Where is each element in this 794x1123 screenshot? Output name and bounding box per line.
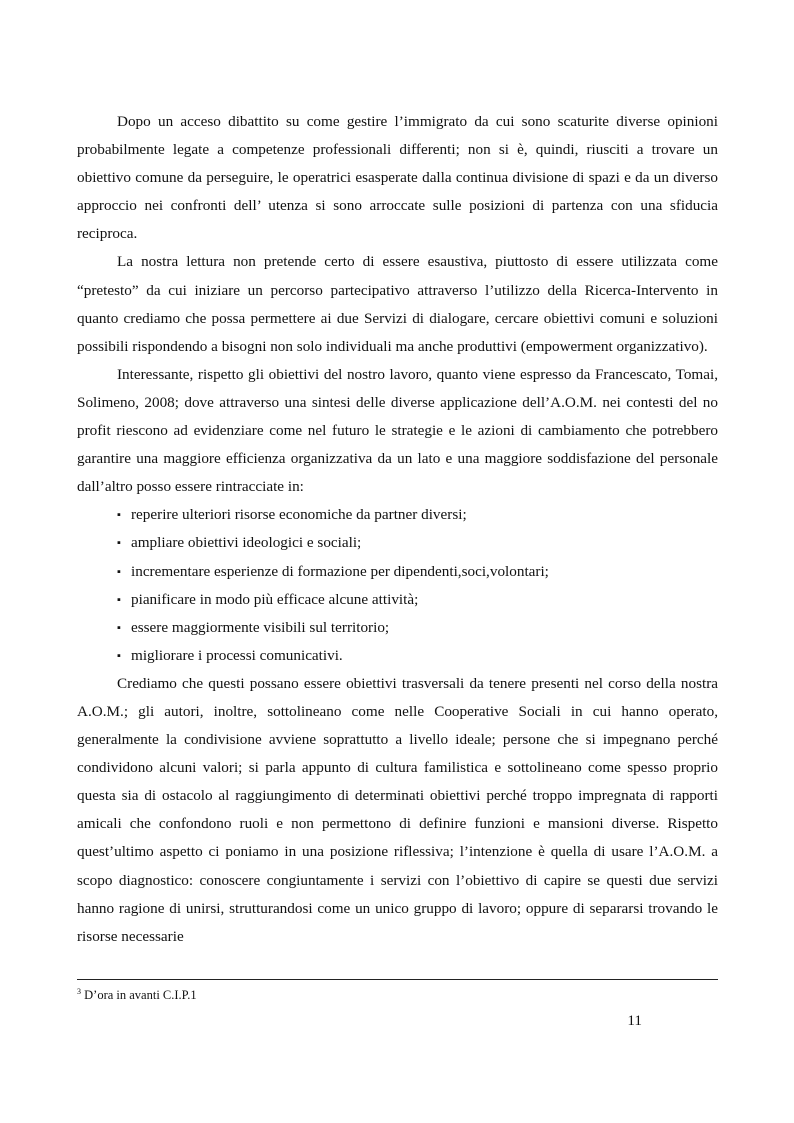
list-item: ▪ essere maggiormente visibili sul territorio; <box>117 614 718 642</box>
bullet-icon: ▪ <box>117 537 121 550</box>
bullet-icon: ▪ <box>117 509 121 522</box>
page-number: 11 <box>627 1012 642 1029</box>
strategies-list <box>77 501 718 670</box>
footnote-divider <box>77 979 718 980</box>
paragraph-interessante: Interessante, rispetto gli obiettivi del nostro lavoro, quanto viene espresso da Francescato, Tomai, Solimeno, 2008; dove attraverso una sintesi delle diverse applicazione dell’A.O.M. nei contesti del no profit riescono ad evidenziare come nel futuro le strategie e le azioni di cambiamento che potrebbero garantire una maggiore efficienza organizzativa da un lato e una maggiore soddisfazione del personale dall’altro posso essere rintracciate in: <box>77 365 718 496</box>
list-item: ▪ pianificare in modo più efficace alcune attività; <box>117 586 718 614</box>
bullet-icon: ▪ <box>117 621 121 634</box>
list-item: ▪ incrementare esperienze di formazione per dipendenti,soci,volontari; <box>117 558 718 586</box>
bullet-icon: ▪ <box>117 565 121 578</box>
paragraph-immigrato-dibattito: Dopo un acceso dibattito su come gestire l’immigrato da cui sono scaturite diverse opinioni probabilmente legate a competenze professionali differenti; non si è, quindi, riusciti a trovare un obiettivo comune da perseguire, le operatrici esasperate dalla continua divisione di spazi e da un diverso approccio nei confronti dell’ utenza si sono arroccate sulle posizioni di partenza con una sfiducia reciproca. <box>77 113 718 243</box>
footnote <box>77 987 197 1003</box>
list-item: ▪ ampliare obiettivi ideologici e sociali; <box>117 529 718 557</box>
bullet-icon: ▪ <box>117 593 121 606</box>
body-text <box>77 108 718 951</box>
paragraph-crediamo: Crediamo che questi possano essere obiettivi trasversali da tenere presenti nel corso della nostra A.O.M.; gli autori, inoltre, sottolineano come nelle Cooperative Sociali in cui hanno operato, generalmente la condivisione avviene soprattutto a livello ideale; persone che si impegnano perché condividono alcuni valori; si parla appunto di cultura familistica e sottolineano come spesso proprio questa sia di ostacolo al raggiungimento di determinati obiettivi perché troppo impregnata di rapporti amicali che confondono ruoli e non permettono di definire funzioni e mansioni diverse. Rispetto quest’ultimo aspetto ci poniamo in una posizione riflessiva; l’intenzione è quella di usare l’A.O.M. a scopo diagnostico: conoscere congiuntamente i servizi con l’obiettivo di capire se questi due servizi hanno ragione di unirsi, strutturandosi come un unico gruppo di lavoro; oppure di separarsi trovando le risorse necessarie <box>77 674 718 945</box>
footnote-text: D’ora in avanti C.I.P.1 <box>81 988 197 1002</box>
bullet-icon: ▪ <box>117 649 121 662</box>
list-item: ▪ reperire ulteriori risorse economiche da partner diversi; <box>117 501 718 529</box>
footnote-marker: 3 <box>77 986 81 996</box>
paragraph-lettura: La nostra lettura non pretende certo di essere esaustiva, piuttosto di essere utilizzata come “pretesto” da cui iniziare un percorso partecipativo attraverso l’utilizzo della Ricerca-Intervento in quanto crediamo che possa permettere ai due Servizi di dialogare, cercare obiettivi comuni e soluzioni possibili rispondendo a bisogni non solo individuali ma anche produttivi (empowerment organizzativo). <box>77 253 718 355</box>
list-item: ▪ migliorare i processi comunicativi. <box>117 642 718 670</box>
